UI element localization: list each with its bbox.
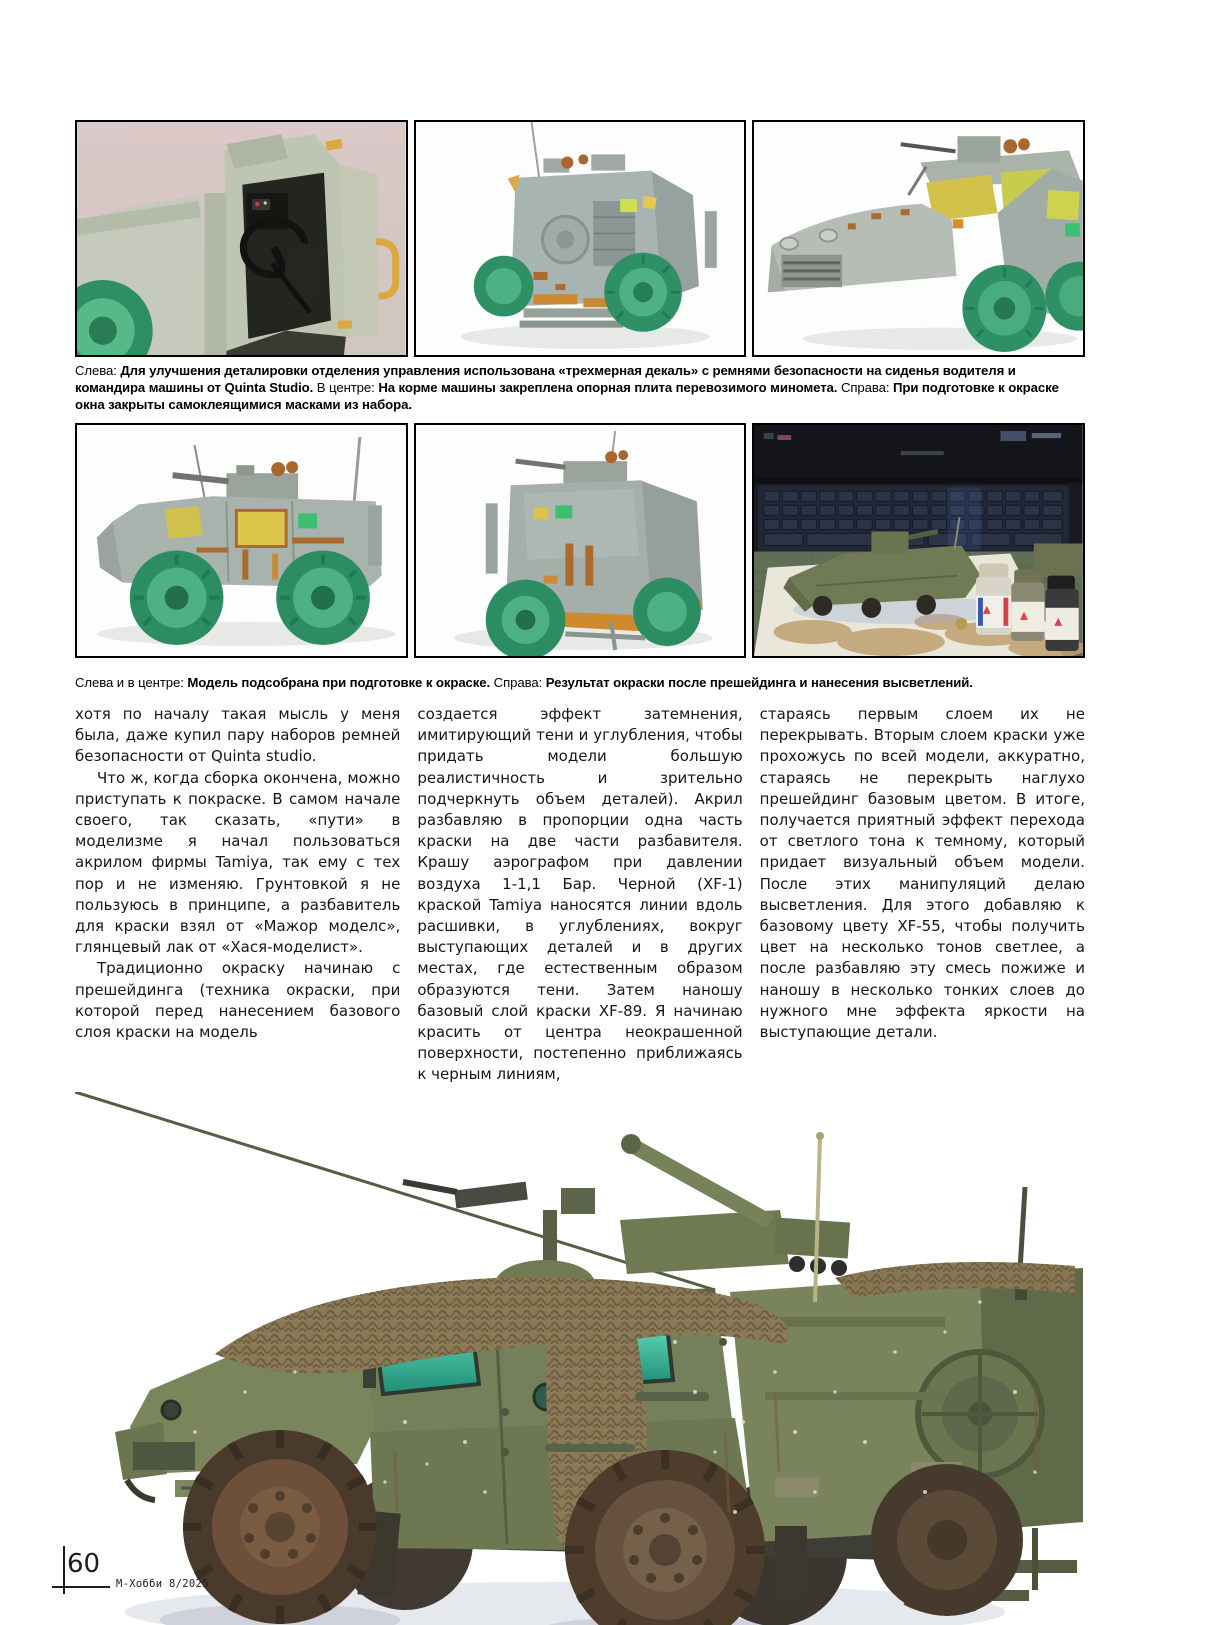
article-column-3 — [760, 704, 1085, 1086]
caption-text: При подготовке к окраске окна закрыты самоклеящимися масками из набора. — [75, 380, 1059, 412]
caption-top-row — [75, 362, 1085, 413]
paragraph: создается эффект затемнения, имитирующий тени и углубления, чтобы придать модели большую реалистичность и зрительно подчеркнуть объем деталей). Акрил разбавляю в пропорции одна часть краски на две части разбавителя. Крашу аэрографом при давлении воздуха 1-1,1 Бар. Черной (XF-1) краской Tamiya наносятся линии вдоль расшивки, в углублениях, вокруг выступающих деталей и в других местах, где естественным образом образуются тени. Затем наношу базовый слой краски XF-89. Я начинаю красить от центра неокрашенной поверхности, постепенно приближаясь к черным линиям, — [417, 705, 743, 1084]
magazine-issue-label: М-Хобби 8/2025 — [116, 1578, 209, 1590]
caption-text: Модель подсобрана при подготовке к окраске. — [187, 675, 491, 690]
photo-cabin-interior-image — [77, 122, 406, 355]
page-number: 60 — [67, 1549, 101, 1579]
photo-side-view-primer — [75, 423, 408, 658]
photo-rear-view-primer — [414, 423, 747, 658]
caption-middle-row — [75, 674, 1085, 691]
photo-rear-mortar-plate — [414, 120, 747, 357]
photo-painted-on-desk-image — [754, 425, 1083, 656]
photo-row-top — [75, 120, 1085, 357]
caption-label: В центре: — [316, 380, 375, 395]
caption-text: Для улучшения деталировки отделения управления использована «трехмерная декаль» с ремнями безопасности на сиденья водителя и командира машины от Quinta Studio. — [75, 363, 1016, 395]
article-column-2 — [417, 704, 742, 1086]
article-columns — [75, 704, 1085, 1086]
photo-painted-on-desk — [752, 423, 1085, 658]
photo-rear-mortar-plate-image — [416, 122, 745, 355]
photo-rear-view-primer-image — [416, 425, 745, 656]
photo-side-view-primer-image — [77, 425, 406, 656]
page-content — [75, 120, 1085, 1625]
paragraph: стараясь первым слоем их не перекрывать. Вторым слоем краски уже прохожусь по всей модели, аккуратно, стараясь не перекрыть наглухо прешейдинг базовым цветом. В итоге, получается приятный эффект перехода от светлого тона к темному, который придает визуальный объем модели. После этих манипуляций делаю высветления. Для этого добавляю к базовому цвету XF-55, чтобы получить цвет на несколько тонов светлее, а после разбавляю эту смесь пожиже и наношу в несколько тонких слоев до нужного мне эффекта яркости на выступающие детали. — [759, 705, 1085, 1042]
photo-finished-model — [75, 1092, 1085, 1625]
photo-finished-model-image — [75, 1092, 1085, 1625]
front-wheel — [183, 1430, 377, 1624]
caption-label: Слева: — [75, 363, 117, 378]
paragraph: Что ж, когда сборка окончена, можно приступать к покраске. В самом начале своего, так сказать, «пути» в моделизме я начал пользоваться акрилом фирмы Tamiya, так ему с тех пор и не изменяю. Грунтовкой я не пользуюсь в принципе, а разбавитель для краски взял от «Мажор моделс», глянцевый лак от «Хася-моделист». — [75, 768, 401, 957]
caption-text: На корме машины закреплена опорная плита перевозимого миномета. — [378, 380, 838, 395]
photo-masked-windows — [752, 120, 1085, 357]
photo-cabin-interior — [75, 120, 408, 357]
caption-text: Результат окраски после прешейдинга и нанесения высветлений. — [545, 675, 973, 690]
caption-label: Справа: — [493, 675, 543, 690]
caption-label: Справа: — [840, 380, 890, 395]
paragraph: Традиционно окраску начинаю с прешейдинга (техника окраски, при которой перед нанесением базового слоя краски на модель — [75, 959, 401, 1042]
paragraph: хотя по началу такая мысль у меня была, даже купил пару наборов ремней безопасности от Quinta studio. — [75, 705, 401, 766]
caption-label: Слева и в центре: — [75, 675, 184, 690]
folio-horizontal-rule — [52, 1586, 110, 1588]
article-column-1 — [75, 704, 400, 1086]
photo-masked-windows-image — [754, 122, 1083, 355]
photo-row-middle — [75, 423, 1085, 658]
